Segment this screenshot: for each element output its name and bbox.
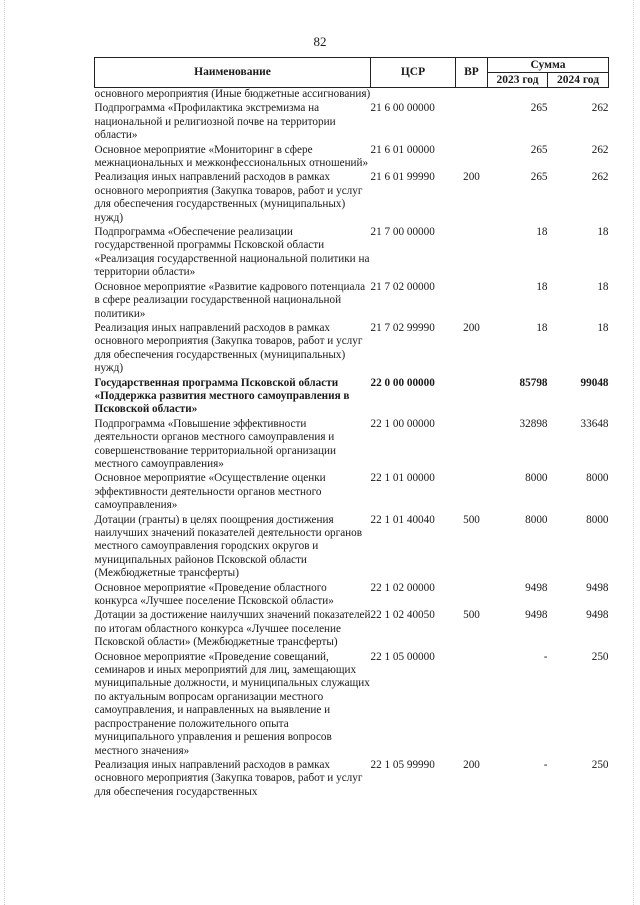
row-sum-2024-cell: 250 [591, 758, 609, 771]
row-csr-cell: 21 7 02 00000 [370, 280, 435, 293]
table-row [95, 759, 609, 800]
table-body [95, 88, 609, 801]
row-vr-cell [456, 281, 488, 322]
row-sum-2024-cell: 8000 [586, 472, 609, 485]
row-sum-2024-cell: 8000 [586, 513, 609, 526]
row-name-cell: Основное мероприятие «Проведение областного конкурса «Лучшее поселение Псковской области» [94, 581, 334, 608]
row-csr-cell: 22 1 02 40050 [370, 609, 435, 622]
row-sum-2023-cell [488, 88, 548, 103]
row-name-cell: Дотации (гранты) в целях поощрения достижения наилучших значений показателей деятельности органов местного самоуправления городских округов и муниципальных районов Псковской области (Межбюджетные трансферты) [94, 513, 363, 580]
table-row [95, 418, 609, 473]
row-sum-2023-cell: - [543, 758, 548, 771]
row-sum-2023-cell: 265 [530, 171, 548, 184]
row-sum-2023-cell: - [543, 650, 548, 663]
row-name-cell: Основное мероприятие «Развитие кадрового потенциала в сфере реализации государственной национальной политики» [94, 280, 366, 320]
row-vr-cell: 500 [463, 609, 480, 622]
row-vr-cell [456, 102, 488, 143]
row-sum-2023-cell: 265 [530, 102, 548, 115]
row-vr-cell [456, 226, 488, 281]
table-row [95, 144, 609, 172]
table-row [95, 514, 609, 582]
header-name: Наименование [95, 58, 371, 88]
table-row [95, 226, 609, 281]
row-csr-cell: 22 1 02 00000 [370, 581, 435, 594]
row-vr-cell [456, 88, 488, 103]
row-name-cell: Подпрограмма «Профилактика экстремизма на национальной и религиозной почве на территории области» [94, 102, 336, 142]
row-sum-2024-cell: 9498 [586, 609, 609, 622]
row-name-cell: Реализация иных направлений расходов в рамках основного мероприятия (Закупка товаров, работ и услуг для обеспечения государственных (муниципальных) нужд) [94, 321, 363, 375]
page-number: 82 [313, 34, 327, 49]
row-csr-cell: 21 6 01 99990 [370, 171, 435, 184]
table-row [95, 102, 609, 143]
row-sum-2024-cell: 18 [597, 280, 609, 293]
row-csr-cell: 22 1 00 00000 [370, 417, 435, 430]
row-sum-2023-cell: 8000 [525, 513, 548, 526]
row-sum-2024-cell: 262 [591, 143, 609, 156]
header-year-2024: 2024 год [548, 73, 609, 88]
row-vr-cell [456, 144, 488, 172]
row-vr-cell [456, 418, 488, 473]
row-name-cell: Подпрограмма «Повышение эффективности деятельности органов местного самоуправления и совершенствование территориальной организации местного самоуправления» [94, 417, 337, 470]
row-name-cell: Государственная программа Псковской области «Поддержка развития местного самоуправления в Псковской области» [94, 376, 350, 416]
row-vr-cell [456, 651, 488, 759]
header-sum: Сумма [488, 58, 609, 73]
row-sum-2023-cell: 8000 [525, 472, 548, 485]
row-sum-2023-cell: 18 [536, 226, 548, 239]
table-row [95, 88, 609, 103]
row-sum-2023-cell: 9498 [525, 609, 548, 622]
row-sum-2024-cell: 18 [597, 226, 609, 239]
row-csr-cell: 21 7 02 99990 [370, 321, 435, 334]
budget-table-container [94, 57, 608, 800]
row-sum-2024-cell: 99048 [580, 376, 609, 389]
row-vr-cell [456, 377, 488, 418]
row-name-cell: Основное мероприятие «Мониторинг в сфере межнациональных и межконфессиональных отношений» [94, 143, 369, 170]
row-sum-2023-cell: 9498 [525, 581, 548, 594]
row-name-cell: Подпрограмма «Обеспечение реализации государственной программы Псковской области «Реализация государственной национальной политики на территории области» [94, 226, 370, 279]
budget-table [94, 57, 609, 800]
row-sum-2023-cell: 265 [530, 143, 548, 156]
table-row [95, 651, 609, 759]
table-row [95, 582, 609, 610]
row-name-cell: Реализация иных направлений расходов в рамках основного мероприятия (Закупка товаров, работ и услуг для обеспечения государственных (муниципальных) нужд) [94, 171, 363, 224]
table-row [95, 609, 609, 650]
row-sum-2024-cell: 262 [591, 102, 609, 115]
row-csr-cell: 21 7 00 00000 [370, 226, 435, 239]
row-vr-cell: 200 [463, 171, 480, 184]
row-name-cell: Основное мероприятие «Осуществление оценки эффективности деятельности органов местного самоуправления» [94, 472, 326, 512]
header-year-2023: 2023 год [488, 73, 548, 88]
row-name-cell: основного мероприятия (Иные бюджетные ассигнования) [94, 88, 371, 100]
table-row [95, 472, 609, 513]
scan-edge-right [633, 0, 636, 905]
row-vr-cell: 500 [463, 513, 480, 526]
row-vr-cell: 200 [463, 321, 480, 334]
row-csr-cell: 22 1 05 99990 [370, 758, 435, 771]
row-sum-2024-cell: 33648 [580, 417, 609, 430]
row-name-cell: Реализация иных направлений расходов в рамках основного мероприятия (Закупка товаров, работ и услуг для обеспечения государственных [94, 758, 363, 798]
row-sum-2024-cell: 9498 [586, 581, 609, 594]
table-row [95, 377, 609, 418]
row-csr-cell: 22 1 01 00000 [370, 472, 435, 485]
row-sum-2023-cell: 18 [536, 280, 548, 293]
row-csr-cell: 21 6 01 00000 [370, 143, 435, 156]
row-sum-2023-cell: 18 [536, 321, 548, 334]
row-csr-cell: 22 1 05 00000 [370, 650, 435, 663]
row-sum-2024-cell [548, 88, 609, 103]
row-sum-2023-cell: 32898 [519, 417, 548, 430]
row-sum-2024-cell: 18 [597, 321, 609, 334]
table-row [95, 171, 609, 226]
row-name-cell: Дотации за достижение наилучших значений показателей по итогам областного конкурса «Лучшее поселение Псковской области» (Межбюджетные трансферты) [94, 609, 371, 649]
row-vr-cell [456, 472, 488, 513]
header-vr: ВР [456, 58, 488, 88]
row-sum-2023-cell: 85798 [519, 376, 548, 389]
row-csr-cell: 21 6 00 00000 [370, 102, 435, 115]
table-row [95, 281, 609, 322]
row-vr-cell: 200 [463, 758, 480, 771]
row-name-cell: Основное мероприятие «Проведение совещаний, семинаров и иных мероприятий для лиц, замещающих муниципальные должности, и муниципальных служащих по актуальным вопросам организации местного самоуправления, и направленных на выявление и распространение положительного опыта муниципального управления и решения вопросов местного значения» [94, 650, 370, 757]
row-csr-cell [371, 88, 456, 103]
table-row [95, 322, 609, 377]
header-csr: ЦСР [371, 58, 456, 88]
row-csr-cell: 22 1 01 40040 [370, 513, 435, 526]
scan-edge-left [4, 0, 7, 905]
row-csr-cell: 22 0 00 00000 [370, 376, 435, 389]
row-sum-2024-cell: 250 [591, 650, 609, 663]
table-header [95, 58, 609, 88]
row-sum-2024-cell: 262 [591, 171, 609, 184]
row-vr-cell [456, 582, 488, 610]
